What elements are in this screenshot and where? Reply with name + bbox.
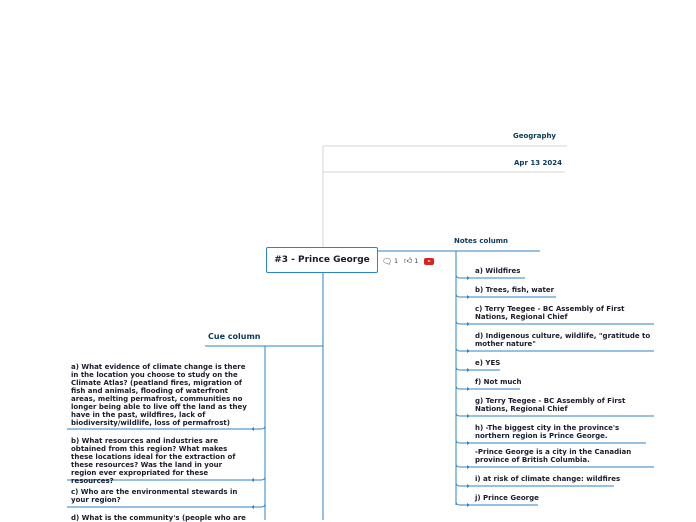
note-connector — [456, 464, 654, 467]
root-topic-title: #3 - Prince George — [274, 255, 370, 265]
meta-connector — [323, 172, 565, 173]
cue-item[interactable]: b) What resources and industries are obtained from this region? What makes these locations ideal for the extraction of these resources? Was the land in your region ever expropriated for these resources? — [71, 437, 236, 485]
note-connector — [456, 386, 520, 389]
note-item[interactable]: c) Terry Teegee - BC Assembly of First Nations, Regional Chief — [475, 305, 625, 321]
note-item[interactable]: i) at risk of climate change: wildfires — [475, 475, 621, 483]
note-item[interactable]: a) Wildfires — [475, 267, 521, 275]
note-item[interactable]: j) Prince George — [475, 494, 539, 502]
note-item[interactable]: h) -The biggest city in the province's northern region is Prince George. — [475, 424, 620, 440]
root-topic[interactable] — [266, 247, 378, 273]
comment-count: 1 — [394, 257, 398, 265]
cue-heading[interactable]: Cue column — [208, 332, 261, 341]
note-connector — [456, 367, 500, 370]
note-item[interactable]: g) Terry Teegee - BC Assembly of First Nations, Regional Chief — [475, 397, 626, 413]
thumbs-up-icon[interactable]: 👍︎ — [403, 256, 413, 265]
note-connector — [456, 275, 525, 278]
comment-icon[interactable]: 🗨︎ — [382, 256, 393, 266]
note-connector — [456, 321, 654, 324]
note-connector — [456, 294, 556, 297]
subject-label: Geography — [512, 132, 556, 140]
cue-item-connector — [67, 504, 265, 507]
topic-stats — [382, 256, 434, 266]
note-connector — [456, 348, 654, 351]
note-connector — [456, 483, 614, 486]
note-item[interactable]: f) Not much — [475, 378, 522, 386]
cue-item[interactable]: c) Who are the environmental stewards in your region? — [71, 488, 238, 504]
note-item[interactable]: e) YES — [475, 359, 501, 367]
cue-item[interactable]: d) What is the community's (people who are — [71, 514, 246, 522]
note-item[interactable]: -Prince George is a city in the Canadian province of British Columbia. — [475, 448, 632, 464]
like-count: 1 — [414, 257, 419, 265]
note-item[interactable]: d) Indigenous culture, wildlife, "gratitude to mother nature" — [475, 332, 651, 348]
youtube-icon[interactable] — [424, 258, 434, 265]
notes-heading[interactable]: Notes column — [454, 237, 508, 245]
date-label: Apr 13 2024 — [514, 159, 562, 167]
note-connector — [456, 440, 646, 443]
note-connector — [456, 413, 654, 416]
cue-item[interactable]: a) What evidence of climate change is there in the location you choose to study on the Climate Atlas? (peatland fires, migration of fish and animals, flooding of waterfront areas, melting permafrost, communities no longer being able to live off the land as they have in the past, wildfires, lack of biodiversity/wildlife, loss of permafrost) — [71, 363, 247, 427]
note-item[interactable]: b) Trees, fish, water — [475, 286, 555, 294]
